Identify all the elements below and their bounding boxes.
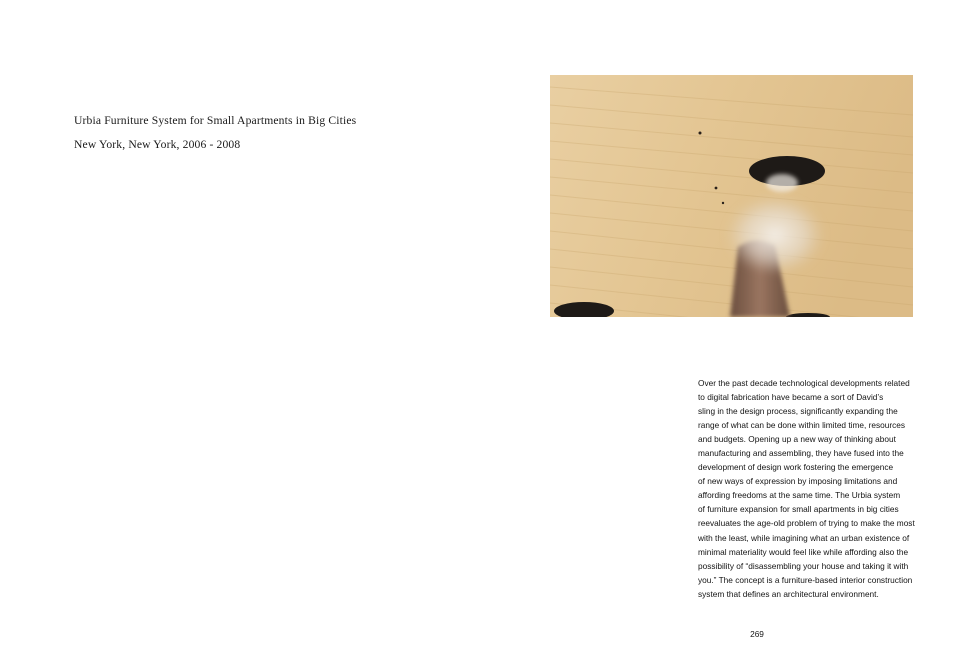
screw-dot bbox=[722, 202, 724, 204]
description-line: you.” The concept is a furniture-based interior construction bbox=[698, 574, 913, 585]
description-line: manufacturing and assembling, they have fused into the bbox=[698, 448, 904, 459]
description-line: range of what can be done within limited time, resources bbox=[698, 420, 906, 431]
description-line: system that defines an architectural environment. bbox=[698, 588, 879, 599]
description-line: reevaluates the age-old problem of trying to make the most bbox=[698, 518, 915, 529]
project-photo bbox=[550, 75, 913, 317]
description-line: with the least, while imagining what an urban existence of bbox=[698, 532, 910, 543]
description-line: Over the past decade technological developments related bbox=[698, 378, 910, 388]
description-line: of new ways of expression by imposing limitations and bbox=[698, 476, 898, 487]
spinning-object-core bbox=[766, 174, 798, 192]
page-number: 269 bbox=[750, 629, 764, 639]
description-line: possibility of “disassembling your house and taking it with bbox=[698, 560, 909, 571]
description-line: development of design work fostering the emergence bbox=[698, 462, 894, 473]
screw-dot bbox=[699, 132, 702, 135]
description-line: of furniture expansion for small apartments in big cities bbox=[698, 504, 899, 515]
project-description bbox=[698, 376, 923, 601]
screw-dot bbox=[715, 187, 718, 190]
description-line: and budgets. Opening up a new way of thinking about bbox=[698, 434, 896, 445]
project-heading bbox=[74, 109, 356, 157]
description-line: affording freedoms at the same time. The Urbia system bbox=[698, 490, 901, 501]
description-line: to digital fabrication have became a sort of David’s bbox=[698, 392, 884, 403]
description-line: sling in the design process, significantly expanding the bbox=[698, 406, 898, 417]
spinning-object-blur bbox=[725, 195, 825, 275]
description-line: minimal materiality would feel like while affording also the bbox=[698, 546, 909, 557]
project-location-dates: New York, New York, 2006 - 2008 bbox=[74, 138, 241, 151]
project-title: Urbia Furniture System for Small Apartments in Big Cities bbox=[74, 114, 357, 127]
